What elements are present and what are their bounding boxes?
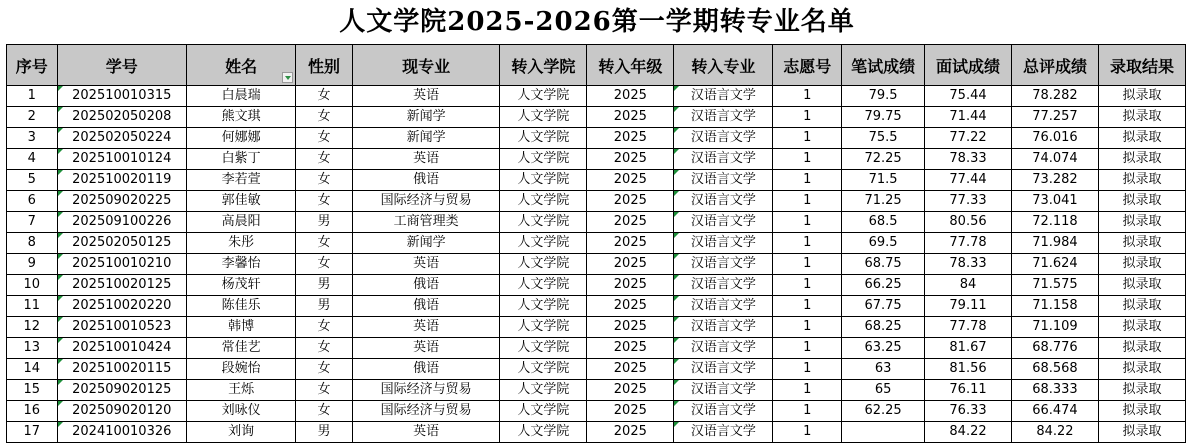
cell-index[interactable]: 4	[7, 149, 58, 170]
cell-student-id[interactable]: 202510010124	[57, 149, 186, 170]
cell-interview-score[interactable]: 84.22	[925, 422, 1012, 443]
cell-name[interactable]: 王烁	[186, 380, 295, 401]
cell-target-grade[interactable]: 2025	[587, 317, 674, 338]
cell-written-score[interactable]: 71.25	[842, 191, 925, 212]
cell-current-major[interactable]: 国际经济与贸易	[352, 401, 500, 422]
cell-target-major[interactable]: 汉语言文学	[674, 254, 773, 275]
cell-target-major[interactable]: 汉语言文学	[674, 296, 773, 317]
cell-target-college[interactable]: 人文学院	[500, 338, 587, 359]
cell-index[interactable]: 7	[7, 212, 58, 233]
filter-dropdown-icon[interactable]	[282, 72, 293, 83]
cell-target-major[interactable]: 汉语言文学	[674, 317, 773, 338]
cell-gender[interactable]: 女	[296, 149, 353, 170]
cell-total-score[interactable]: 68.333	[1012, 380, 1099, 401]
column-header-total-score[interactable]: 总评成绩	[1012, 45, 1099, 86]
cell-student-id[interactable]: 202510020115	[57, 359, 186, 380]
cell-result[interactable]: 拟录取	[1098, 275, 1185, 296]
table-row	[7, 296, 1186, 317]
table-row	[7, 359, 1186, 380]
table-row	[7, 86, 1186, 107]
cell-name[interactable]: 李若萱	[186, 170, 295, 191]
cell-written-score[interactable]: 63	[842, 359, 925, 380]
cell-interview-score[interactable]: 84	[925, 275, 1012, 296]
cell-result[interactable]: 拟录取	[1098, 86, 1185, 107]
cell-result[interactable]: 拟录取	[1098, 254, 1185, 275]
cell-target-college[interactable]: 人文学院	[500, 275, 587, 296]
cell-index[interactable]: 3	[7, 128, 58, 149]
cell-gender[interactable]: 女	[296, 107, 353, 128]
cell-gender[interactable]: 男	[296, 212, 353, 233]
cell-current-major[interactable]: 英语	[352, 422, 500, 443]
cell-interview-score[interactable]: 71.44	[925, 107, 1012, 128]
cell-preference[interactable]: 1	[773, 128, 842, 149]
cell-gender[interactable]: 男	[296, 275, 353, 296]
cell-written-score[interactable]: 72.25	[842, 149, 925, 170]
cell-target-major[interactable]: 汉语言文学	[674, 401, 773, 422]
cell-index[interactable]: 10	[7, 275, 58, 296]
cell-written-score[interactable]: 71.5	[842, 170, 925, 191]
cell-total-score[interactable]: 77.257	[1012, 107, 1099, 128]
cell-index[interactable]: 5	[7, 170, 58, 191]
cell-gender[interactable]: 女	[296, 233, 353, 254]
cell-index[interactable]: 12	[7, 317, 58, 338]
cell-preference[interactable]: 1	[773, 254, 842, 275]
cell-current-major[interactable]: 俄语	[352, 170, 500, 191]
cell-gender[interactable]: 女	[296, 86, 353, 107]
cell-student-id[interactable]: 202509020225	[57, 191, 186, 212]
cell-interview-score[interactable]: 76.33	[925, 401, 1012, 422]
cell-current-major[interactable]: 俄语	[352, 359, 500, 380]
cell-student-id[interactable]: 202502050125	[57, 233, 186, 254]
cell-total-score[interactable]: 68.776	[1012, 338, 1099, 359]
cell-gender[interactable]: 女	[296, 128, 353, 149]
cell-preference[interactable]: 1	[773, 317, 842, 338]
cell-target-college[interactable]: 人文学院	[500, 107, 587, 128]
cell-result[interactable]: 拟录取	[1098, 191, 1185, 212]
cell-index[interactable]: 6	[7, 191, 58, 212]
cell-student-id[interactable]: 202509020125	[57, 380, 186, 401]
cell-target-college[interactable]: 人文学院	[500, 233, 587, 254]
cell-name[interactable]: 刘询	[186, 422, 295, 443]
cell-name[interactable]: 段婉怡	[186, 359, 295, 380]
cell-interview-score[interactable]: 80.56	[925, 212, 1012, 233]
cell-target-major[interactable]: 汉语言文学	[674, 422, 773, 443]
cell-index[interactable]: 11	[7, 296, 58, 317]
cell-written-score[interactable]: 68.5	[842, 212, 925, 233]
cell-preference[interactable]: 1	[773, 191, 842, 212]
cell-current-major[interactable]: 新闻学	[352, 107, 500, 128]
table-row	[7, 338, 1186, 359]
cell-total-score[interactable]: 76.016	[1012, 128, 1099, 149]
cell-target-grade[interactable]: 2025	[587, 401, 674, 422]
cell-preference[interactable]: 1	[773, 86, 842, 107]
cell-name[interactable]: 白晨瑞	[186, 86, 295, 107]
cell-target-college[interactable]: 人文学院	[500, 128, 587, 149]
cell-student-id[interactable]: 202510020119	[57, 170, 186, 191]
column-header-student-id[interactable]: 学号	[57, 45, 186, 86]
cell-target-grade[interactable]: 2025	[587, 359, 674, 380]
cell-result[interactable]: 拟录取	[1098, 128, 1185, 149]
cell-preference[interactable]: 1	[773, 212, 842, 233]
cell-total-score[interactable]: 68.568	[1012, 359, 1099, 380]
column-header-preference[interactable]: 志愿号	[773, 45, 842, 86]
column-header-written-score[interactable]: 笔试成绩	[842, 45, 925, 86]
cell-preference[interactable]: 1	[773, 296, 842, 317]
cell-total-score[interactable]: 73.041	[1012, 191, 1099, 212]
cell-written-score[interactable]: 69.5	[842, 233, 925, 254]
cell-written-score[interactable]: 62.25	[842, 401, 925, 422]
cell-result[interactable]: 拟录取	[1098, 149, 1185, 170]
cell-target-grade[interactable]: 2025	[587, 107, 674, 128]
cell-target-college[interactable]: 人文学院	[500, 191, 587, 212]
cell-current-major[interactable]: 英语	[352, 338, 500, 359]
cell-target-college[interactable]: 人文学院	[500, 359, 587, 380]
cell-target-major[interactable]: 汉语言文学	[674, 107, 773, 128]
cell-preference[interactable]: 1	[773, 380, 842, 401]
cell-student-id[interactable]: 202510020220	[57, 296, 186, 317]
header-row	[7, 45, 1186, 86]
cell-interview-score[interactable]: 78.33	[925, 149, 1012, 170]
cell-written-score[interactable]: 67.75	[842, 296, 925, 317]
cell-written-score[interactable]	[842, 422, 925, 443]
cell-preference[interactable]: 1	[773, 170, 842, 191]
cell-name[interactable]: 郭佳敏	[186, 191, 295, 212]
cell-total-score[interactable]: 66.474	[1012, 401, 1099, 422]
cell-name[interactable]: 韩博	[186, 317, 295, 338]
cell-current-major[interactable]: 英语	[352, 254, 500, 275]
cell-preference[interactable]: 1	[773, 422, 842, 443]
cell-gender[interactable]: 男	[296, 422, 353, 443]
cell-result[interactable]: 拟录取	[1098, 212, 1185, 233]
cell-target-major[interactable]: 汉语言文学	[674, 86, 773, 107]
cell-name[interactable]: 何娜娜	[186, 128, 295, 149]
cell-interview-score[interactable]: 81.67	[925, 338, 1012, 359]
cell-interview-score[interactable]: 77.78	[925, 233, 1012, 254]
cell-interview-score[interactable]: 75.44	[925, 86, 1012, 107]
cell-name[interactable]: 朱彤	[186, 233, 295, 254]
cell-written-score[interactable]: 68.75	[842, 254, 925, 275]
cell-target-grade[interactable]: 2025	[587, 191, 674, 212]
cell-target-major[interactable]: 汉语言文学	[674, 359, 773, 380]
cell-name[interactable]: 常佳艺	[186, 338, 295, 359]
cell-index[interactable]: 8	[7, 233, 58, 254]
cell-gender[interactable]: 女	[296, 380, 353, 401]
cell-current-major[interactable]: 新闻学	[352, 128, 500, 149]
cell-current-major[interactable]: 国际经济与贸易	[352, 191, 500, 212]
cell-index[interactable]: 17	[7, 422, 58, 443]
cell-total-score[interactable]: 71.109	[1012, 317, 1099, 338]
cell-student-id[interactable]: 202410010326	[57, 422, 186, 443]
cell-target-grade[interactable]: 2025	[587, 254, 674, 275]
cell-preference[interactable]: 1	[773, 149, 842, 170]
cell-index[interactable]: 2	[7, 107, 58, 128]
column-header-index[interactable]: 序号	[7, 45, 58, 86]
cell-index[interactable]: 15	[7, 380, 58, 401]
cell-interview-score[interactable]: 76.11	[925, 380, 1012, 401]
cell-preference[interactable]: 1	[773, 107, 842, 128]
column-header-interview-score[interactable]: 面试成绩	[925, 45, 1012, 86]
table-row	[7, 107, 1186, 128]
table-body	[7, 86, 1186, 443]
cell-interview-score[interactable]: 78.33	[925, 254, 1012, 275]
cell-preference[interactable]: 1	[773, 338, 842, 359]
cell-target-grade[interactable]: 2025	[587, 422, 674, 443]
cell-preference[interactable]: 1	[773, 275, 842, 296]
cell-current-major[interactable]: 工商管理类	[352, 212, 500, 233]
cell-total-score[interactable]: 74.074	[1012, 149, 1099, 170]
table-row	[7, 422, 1186, 443]
column-header-result[interactable]: 录取结果	[1098, 45, 1185, 86]
cell-interview-score[interactable]: 77.22	[925, 128, 1012, 149]
column-header-gender[interactable]: 性别	[296, 45, 353, 86]
table-row	[7, 380, 1186, 401]
cell-written-score[interactable]: 75.5	[842, 128, 925, 149]
cell-target-college[interactable]: 人文学院	[500, 317, 587, 338]
cell-target-college[interactable]: 人文学院	[500, 86, 587, 107]
cell-student-id[interactable]: 202502050208	[57, 107, 186, 128]
cell-result[interactable]: 拟录取	[1098, 338, 1185, 359]
cell-name[interactable]: 李馨怡	[186, 254, 295, 275]
cell-target-major[interactable]: 汉语言文学	[674, 170, 773, 191]
cell-current-major[interactable]: 俄语	[352, 296, 500, 317]
cell-student-id[interactable]: 202502050224	[57, 128, 186, 149]
cell-preference[interactable]: 1	[773, 233, 842, 254]
table-row	[7, 275, 1186, 296]
cell-target-grade[interactable]: 2025	[587, 149, 674, 170]
cell-current-major[interactable]: 英语	[352, 86, 500, 107]
cell-total-score[interactable]: 72.118	[1012, 212, 1099, 233]
cell-gender[interactable]: 男	[296, 296, 353, 317]
cell-total-score[interactable]: 71.575	[1012, 275, 1099, 296]
table-row	[7, 212, 1186, 233]
cell-index[interactable]: 16	[7, 401, 58, 422]
cell-gender[interactable]: 女	[296, 338, 353, 359]
cell-result[interactable]: 拟录取	[1098, 317, 1185, 338]
cell-written-score[interactable]: 68.25	[842, 317, 925, 338]
cell-result[interactable]: 拟录取	[1098, 296, 1185, 317]
cell-target-grade[interactable]: 2025	[587, 128, 674, 149]
sheet-title: 人文学院2025-2026第一学期转专业名单	[339, 7, 855, 37]
cell-target-grade[interactable]: 2025	[587, 338, 674, 359]
cell-target-major[interactable]: 汉语言文学	[674, 275, 773, 296]
cell-preference[interactable]: 1	[773, 359, 842, 380]
cell-interview-score[interactable]: 77.78	[925, 317, 1012, 338]
column-header-target-grade[interactable]: 转入年级	[587, 45, 674, 86]
cell-student-id[interactable]: 202510020125	[57, 275, 186, 296]
cell-interview-score[interactable]: 77.33	[925, 191, 1012, 212]
cell-gender[interactable]: 女	[296, 359, 353, 380]
cell-index[interactable]: 9	[7, 254, 58, 275]
cell-current-major[interactable]: 英语	[352, 149, 500, 170]
cell-result[interactable]: 拟录取	[1098, 401, 1185, 422]
table-row	[7, 191, 1186, 212]
column-header-target-college[interactable]: 转入学院	[500, 45, 587, 86]
cell-target-college[interactable]: 人文学院	[500, 254, 587, 275]
cell-interview-score[interactable]: 79.11	[925, 296, 1012, 317]
cell-current-major[interactable]: 英语	[352, 317, 500, 338]
cell-result[interactable]: 拟录取	[1098, 422, 1185, 443]
cell-target-grade[interactable]: 2025	[587, 233, 674, 254]
table-row	[7, 128, 1186, 149]
cell-target-grade[interactable]: 2025	[587, 275, 674, 296]
cell-name[interactable]: 杨茂轩	[186, 275, 295, 296]
cell-preference[interactable]: 1	[773, 401, 842, 422]
cell-result[interactable]: 拟录取	[1098, 359, 1185, 380]
cell-target-major[interactable]: 汉语言文学	[674, 380, 773, 401]
cell-written-score[interactable]: 79.5	[842, 86, 925, 107]
cell-index[interactable]: 13	[7, 338, 58, 359]
cell-target-major[interactable]: 汉语言文学	[674, 128, 773, 149]
cell-result[interactable]: 拟录取	[1098, 233, 1185, 254]
cell-target-college[interactable]: 人文学院	[500, 149, 587, 170]
table-row	[7, 170, 1186, 191]
cell-student-id[interactable]: 202509100226	[57, 212, 186, 233]
table-row	[7, 233, 1186, 254]
cell-student-id[interactable]: 202510010210	[57, 254, 186, 275]
cell-current-major[interactable]: 俄语	[352, 275, 500, 296]
cell-index[interactable]: 14	[7, 359, 58, 380]
table-row	[7, 254, 1186, 275]
cell-interview-score[interactable]: 77.44	[925, 170, 1012, 191]
column-header-name-label: 姓名	[225, 56, 258, 76]
cell-gender[interactable]: 女	[296, 401, 353, 422]
cell-gender[interactable]: 女	[296, 191, 353, 212]
cell-written-score[interactable]: 65	[842, 380, 925, 401]
cell-total-score[interactable]: 73.282	[1012, 170, 1099, 191]
column-header-current-major[interactable]: 现专业	[352, 45, 500, 86]
cell-target-grade[interactable]: 2025	[587, 380, 674, 401]
cell-target-major[interactable]: 汉语言文学	[674, 233, 773, 254]
cell-target-major[interactable]: 汉语言文学	[674, 338, 773, 359]
cell-total-score[interactable]: 71.984	[1012, 233, 1099, 254]
cell-target-grade[interactable]: 2025	[587, 170, 674, 191]
table-row	[7, 149, 1186, 170]
cell-target-college[interactable]: 人文学院	[500, 296, 587, 317]
cell-written-score[interactable]: 63.25	[842, 338, 925, 359]
cell-target-college[interactable]: 人文学院	[500, 170, 587, 191]
table-row	[7, 317, 1186, 338]
cell-current-major[interactable]: 新闻学	[352, 233, 500, 254]
cell-written-score[interactable]: 79.75	[842, 107, 925, 128]
cell-gender[interactable]: 女	[296, 170, 353, 191]
cell-name[interactable]: 白紫丁	[186, 149, 295, 170]
cell-total-score[interactable]: 78.282	[1012, 86, 1099, 107]
cell-target-college[interactable]: 人文学院	[500, 212, 587, 233]
cell-target-grade[interactable]: 2025	[587, 296, 674, 317]
cell-target-college[interactable]: 人文学院	[500, 401, 587, 422]
cell-result[interactable]: 拟录取	[1098, 107, 1185, 128]
cell-target-college[interactable]: 人文学院	[500, 422, 587, 443]
cell-student-id[interactable]: 202510010523	[57, 317, 186, 338]
column-header-target-major[interactable]: 转入专业	[674, 45, 773, 86]
cell-total-score[interactable]: 71.158	[1012, 296, 1099, 317]
cell-gender[interactable]: 女	[296, 254, 353, 275]
cell-target-college[interactable]: 人文学院	[500, 380, 587, 401]
cell-current-major[interactable]: 国际经济与贸易	[352, 380, 500, 401]
cell-interview-score[interactable]: 81.56	[925, 359, 1012, 380]
cell-student-id[interactable]: 202509020120	[57, 401, 186, 422]
cell-student-id[interactable]: 202510010315	[57, 86, 186, 107]
cell-student-id[interactable]: 202510010424	[57, 338, 186, 359]
cell-name[interactable]: 刘咏仪	[186, 401, 295, 422]
cell-target-major[interactable]: 汉语言文学	[674, 149, 773, 170]
cell-target-grade[interactable]: 2025	[587, 212, 674, 233]
cell-total-score[interactable]: 84.22	[1012, 422, 1099, 443]
cell-target-major[interactable]: 汉语言文学	[674, 191, 773, 212]
cell-name[interactable]: 陈佳乐	[186, 296, 295, 317]
transfer-list-table	[6, 44, 1186, 443]
cell-name[interactable]: 高晨阳	[186, 212, 295, 233]
cell-result[interactable]: 拟录取	[1098, 170, 1185, 191]
cell-target-major[interactable]: 汉语言文学	[674, 212, 773, 233]
cell-target-grade[interactable]: 2025	[587, 86, 674, 107]
cell-result[interactable]: 拟录取	[1098, 380, 1185, 401]
column-header-name[interactable]	[186, 45, 295, 86]
cell-total-score[interactable]: 71.624	[1012, 254, 1099, 275]
cell-written-score[interactable]: 66.25	[842, 275, 925, 296]
cell-name[interactable]: 熊文琪	[186, 107, 295, 128]
cell-index[interactable]: 1	[7, 86, 58, 107]
cell-gender[interactable]: 女	[296, 317, 353, 338]
table-row	[7, 401, 1186, 422]
